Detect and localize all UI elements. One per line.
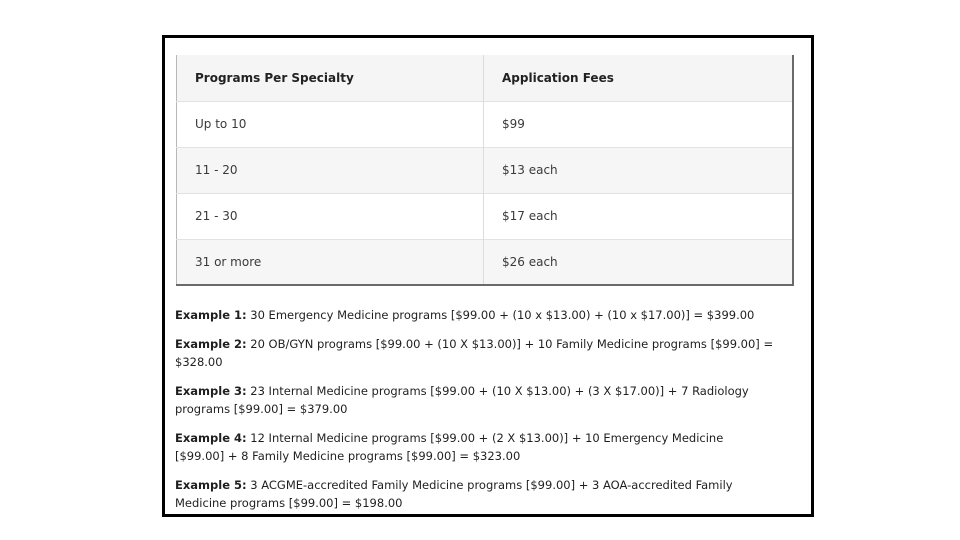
fee-table — [176, 55, 794, 286]
example-label: Example 1: — [175, 308, 247, 322]
fee-cell: $17 each — [484, 193, 793, 239]
examples-list — [175, 306, 775, 523]
table-row — [177, 101, 793, 147]
example-5 — [175, 476, 775, 512]
example-3 — [175, 382, 775, 418]
example-label: Example 5: — [175, 478, 247, 492]
programs-cell: Up to 10 — [177, 101, 484, 147]
example-1 — [175, 306, 775, 324]
programs-cell: 31 or more — [177, 239, 484, 285]
example-label: Example 2: — [175, 337, 247, 351]
fee-cell: $26 each — [484, 239, 793, 285]
example-text: 3 ACGME-accredited Family Medicine programs [$99.00] + 3 AOA-accredited Family Medicine programs [$99.00] = $198.00 — [175, 478, 733, 510]
column-header-fees: Application Fees — [484, 55, 793, 101]
table-header-row — [177, 55, 793, 101]
programs-cell: 21 - 30 — [177, 193, 484, 239]
example-text: 12 Internal Medicine programs [$99.00 + (2 X $13.00)] + 10 Emergency Medicine [$99.00] + 8 Family Medicine programs [$99.00] = $323.00 — [175, 431, 724, 463]
programs-cell: 11 - 20 — [177, 147, 484, 193]
example-label: Example 4: — [175, 431, 247, 445]
example-2 — [175, 335, 775, 371]
fee-cell: $13 each — [484, 147, 793, 193]
column-header-programs: Programs Per Specialty — [177, 55, 484, 101]
example-text: 23 Internal Medicine programs [$99.00 + (10 X $13.00) + (3 X $17.00)] + 7 Radiology programs [$99.00] = $379.00 — [175, 384, 749, 416]
example-text: 30 Emergency Medicine programs [$99.00 + (10 x $13.00) + (10 x $17.00)] = $399.00 — [246, 308, 755, 322]
table-row — [177, 147, 793, 193]
document-frame — [162, 35, 814, 517]
example-4 — [175, 429, 775, 465]
fee-cell: $99 — [484, 101, 793, 147]
table-row — [177, 193, 793, 239]
table-row — [177, 239, 793, 285]
example-label: Example 3: — [175, 384, 247, 398]
example-text: 20 OB/GYN programs [$99.00 + (10 X $13.00)] + 10 Family Medicine programs [$99.00] = $328.00 — [175, 337, 774, 369]
